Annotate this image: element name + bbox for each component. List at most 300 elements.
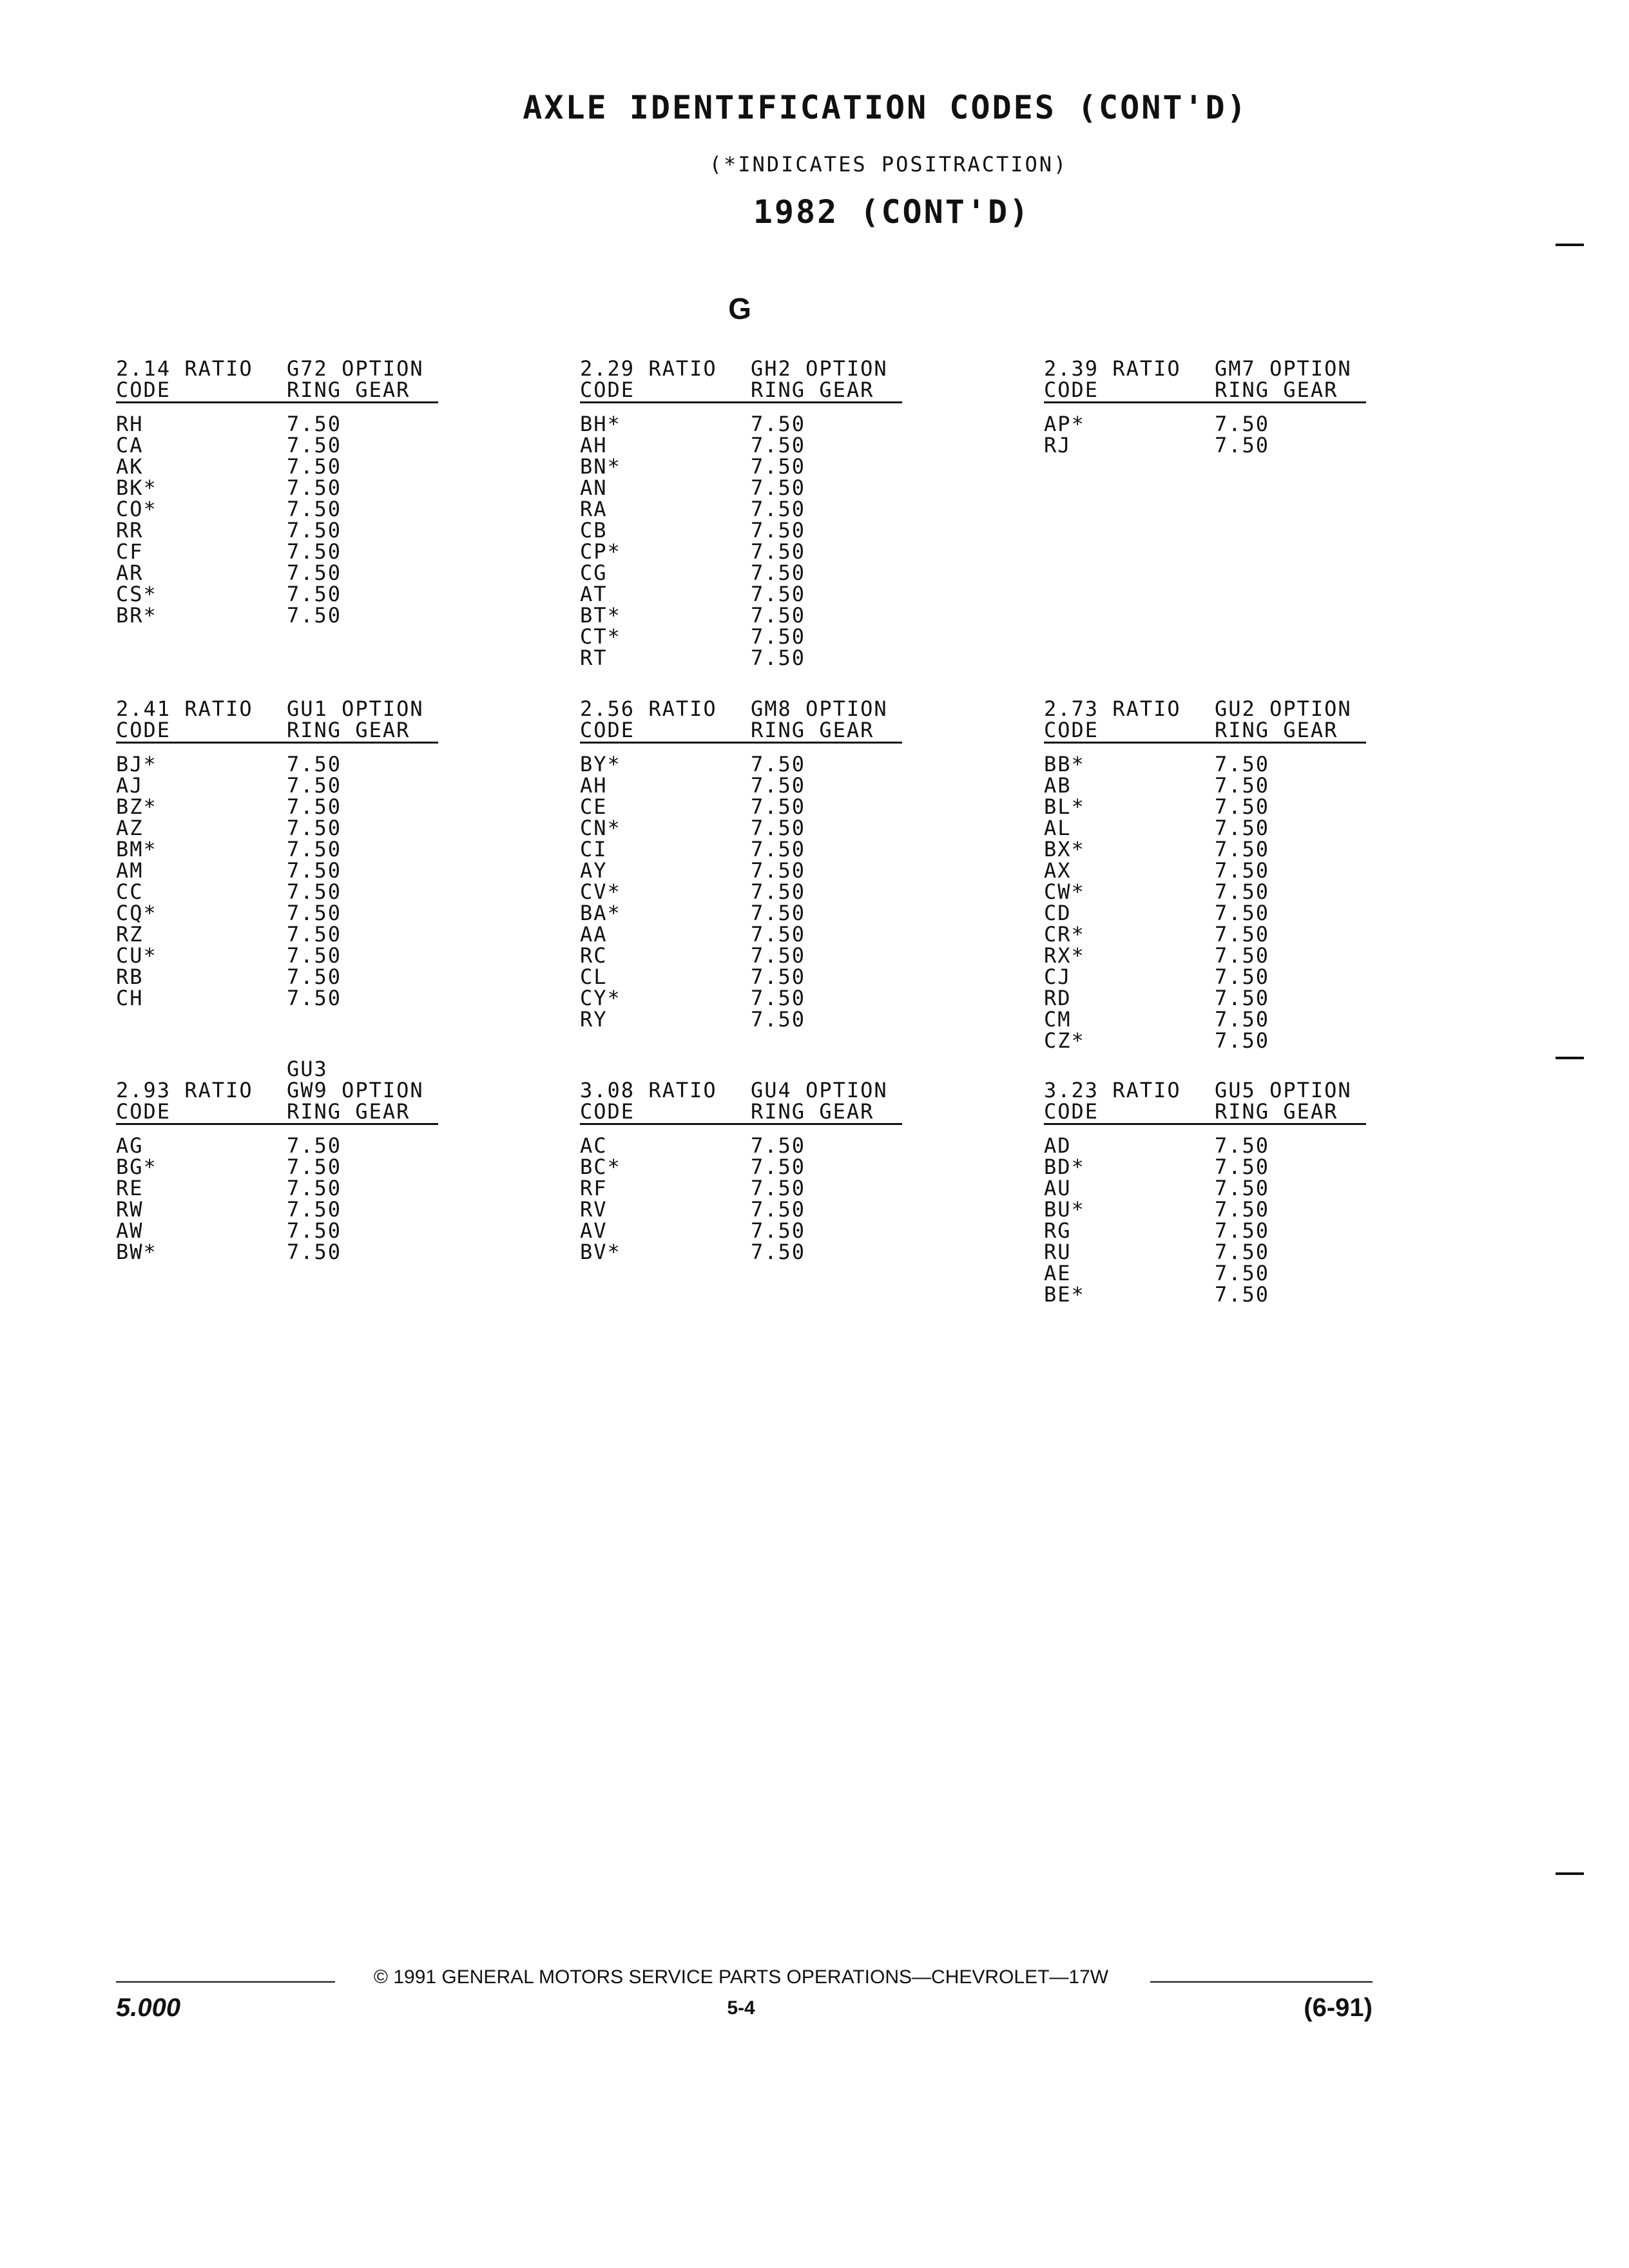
- group-header: [1044, 1080, 1366, 1101]
- table-row: [1044, 1135, 1366, 1157]
- ring-gear-size: 7.50: [751, 837, 806, 861]
- table-row: [116, 924, 438, 945]
- table-row: [116, 435, 438, 456]
- ring-gear-size: 7.50: [287, 879, 342, 904]
- ring-gear-column-header: RING GEAR: [1215, 1099, 1338, 1124]
- axle-code: RB: [116, 965, 144, 989]
- ring-gear-size: 7.50: [287, 433, 342, 457]
- axle-ratio-group: [580, 1080, 902, 1263]
- ring-gear-size: 7.50: [1215, 1155, 1270, 1179]
- table-row: [1044, 839, 1366, 860]
- table-row: [1044, 1030, 1366, 1052]
- table-row: [1044, 1263, 1366, 1284]
- axle-code: BC*: [580, 1155, 621, 1179]
- ring-gear-size: 7.50: [287, 497, 342, 521]
- ratio-label: 2.56 RATIO: [580, 697, 717, 721]
- table-row: [580, 1242, 902, 1263]
- axle-code: BY*: [580, 752, 621, 776]
- table-row: [116, 1242, 438, 1263]
- axle-code: BL*: [1044, 794, 1085, 819]
- column-headers: [580, 380, 902, 403]
- table-row: [580, 903, 902, 924]
- axle-code: AW: [116, 1218, 144, 1243]
- option-alt-code: GU3: [287, 1057, 328, 1081]
- table-row: [580, 881, 902, 903]
- axle-code: BW*: [116, 1240, 157, 1264]
- group-header: [1044, 698, 1366, 720]
- ring-gear-size: 7.50: [287, 901, 342, 925]
- group-header: [580, 1080, 902, 1101]
- ring-gear-size: 7.50: [1215, 901, 1270, 925]
- axle-code: AY: [580, 858, 608, 883]
- axle-code: AZ: [116, 816, 144, 840]
- axle-code: AH: [580, 433, 608, 457]
- column-headers: [580, 1101, 902, 1125]
- ratio-label: 2.14 RATIO: [116, 356, 253, 381]
- ring-gear-size: 7.50: [287, 794, 342, 819]
- code-list: [116, 414, 438, 626]
- table-row: [116, 456, 438, 477]
- ring-gear-size: 7.50: [287, 1197, 342, 1222]
- option-label: GU2 OPTION: [1215, 697, 1352, 721]
- table-row: [580, 499, 902, 520]
- code-list: [580, 1135, 902, 1263]
- table-row: [116, 839, 438, 860]
- ring-gear-size: 7.50: [1215, 858, 1270, 883]
- ratio-label: 2.39 RATIO: [1044, 356, 1181, 381]
- option-label: GU1 OPTION: [287, 697, 424, 721]
- axle-code: BZ*: [116, 794, 157, 819]
- code-list: [580, 754, 902, 1030]
- ring-gear-size: 7.50: [751, 922, 806, 947]
- page-title: AXLE IDENTIFICATION CODES (CONT'D): [523, 89, 1248, 126]
- axle-code: CW*: [1044, 879, 1085, 904]
- ratio-label: 2.73 RATIO: [1044, 697, 1181, 721]
- ring-gear-size: 7.50: [287, 476, 342, 500]
- axle-code: CS*: [116, 582, 157, 606]
- axle-ratio-group: [116, 358, 438, 626]
- table-row: [580, 754, 902, 775]
- code-column-header: CODE: [1044, 1099, 1099, 1124]
- axle-code: CO*: [116, 497, 157, 521]
- ring-gear-column-header: RING GEAR: [1215, 378, 1338, 402]
- table-row: [580, 520, 902, 541]
- axle-code: BH*: [580, 412, 621, 436]
- axle-code: BR*: [116, 603, 157, 628]
- axle-code: RJ: [1044, 433, 1072, 457]
- ratio-label: 2.29 RATIO: [580, 356, 717, 381]
- ring-gear-size: 7.50: [1215, 1007, 1270, 1032]
- table-row: [116, 988, 438, 1009]
- ring-gear-size: 7.50: [1215, 1261, 1270, 1285]
- axle-code: RW: [116, 1197, 144, 1222]
- axle-code: AG: [116, 1133, 144, 1158]
- ring-gear-size: 7.50: [751, 1240, 806, 1264]
- ring-gear-size: 7.50: [751, 1155, 806, 1179]
- table-row: [116, 754, 438, 775]
- axle-code: AJ: [116, 773, 144, 798]
- ring-gear-size: 7.50: [287, 922, 342, 947]
- table-row: [1044, 1284, 1366, 1305]
- group-header: [116, 1080, 438, 1101]
- table-row: [116, 414, 438, 435]
- column-headers: [116, 1101, 438, 1125]
- table-row: [580, 477, 902, 499]
- table-row: [1044, 414, 1366, 435]
- table-row: [1044, 1242, 1366, 1263]
- ring-gear-column-header: RING GEAR: [751, 1099, 874, 1124]
- ring-gear-size: 7.50: [287, 1240, 342, 1264]
- ring-gear-size: 7.50: [751, 901, 806, 925]
- table-row: [580, 818, 902, 839]
- table-row: [580, 860, 902, 881]
- ring-gear-size: 7.50: [1215, 986, 1270, 1010]
- axle-code: CB: [580, 518, 608, 543]
- ring-gear-size: 7.50: [1215, 1133, 1270, 1158]
- axle-code: BT*: [580, 603, 621, 628]
- table-row: [580, 562, 902, 584]
- ring-gear-size: 7.50: [751, 1176, 806, 1200]
- table-row: [1044, 903, 1366, 924]
- ring-gear-size: 7.50: [287, 752, 342, 776]
- axle-code: CF: [116, 539, 144, 564]
- axle-code: AL: [1044, 816, 1072, 840]
- ring-gear-size: 7.50: [1215, 1218, 1270, 1243]
- ring-gear-column-header: RING GEAR: [287, 378, 410, 402]
- column-headers: [580, 720, 902, 744]
- table-row: [1044, 1220, 1366, 1242]
- axle-ratio-group: [1044, 698, 1366, 1052]
- ring-gear-size: 7.50: [1215, 794, 1270, 819]
- axle-code: BG*: [116, 1155, 157, 1179]
- table-row: [580, 648, 902, 669]
- code-list: [1044, 754, 1366, 1052]
- axle-code: AU: [1044, 1176, 1072, 1200]
- table-row: [116, 818, 438, 839]
- option-label: GU5 OPTION: [1215, 1078, 1352, 1102]
- ratio-label: 2.93 RATIO: [116, 1078, 253, 1102]
- column-headers: [116, 720, 438, 744]
- ring-gear-size: 7.50: [287, 816, 342, 840]
- code-column-header: CODE: [580, 1099, 635, 1124]
- ring-gear-size: 7.50: [1215, 1197, 1270, 1222]
- ring-gear-size: 7.50: [751, 454, 806, 479]
- ring-gear-size: 7.50: [1215, 837, 1270, 861]
- ring-gear-size: 7.50: [751, 879, 806, 904]
- axle-ratio-group: [116, 698, 438, 1009]
- ring-gear-size: 7.50: [287, 943, 342, 968]
- code-list: [1044, 414, 1366, 456]
- axle-code: AR: [116, 561, 144, 585]
- table-row: [116, 860, 438, 881]
- table-row: [116, 796, 438, 818]
- axle-code: RU: [1044, 1240, 1072, 1264]
- axle-ratio-group: [116, 1057, 438, 1264]
- axle-code: RV: [580, 1197, 608, 1222]
- axle-code: RZ: [116, 922, 144, 947]
- year-heading: 1982 (CONT'D): [753, 193, 1031, 231]
- axle-code: RG: [1044, 1218, 1072, 1243]
- ring-gear-size: 7.50: [287, 518, 342, 543]
- ratio-label: 2.41 RATIO: [116, 697, 253, 721]
- table-row: [116, 584, 438, 605]
- axle-code: AN: [580, 476, 608, 500]
- table-row: [580, 435, 902, 456]
- ring-gear-size: 7.50: [287, 837, 342, 861]
- axle-code: CP*: [580, 539, 621, 564]
- axle-code: CD: [1044, 901, 1072, 925]
- table-row: [116, 1199, 438, 1220]
- axle-code: RE: [116, 1176, 144, 1200]
- ring-gear-size: 7.50: [751, 539, 806, 564]
- table-row: [116, 903, 438, 924]
- table-row: [580, 584, 902, 605]
- ring-gear-column-header: RING GEAR: [751, 378, 874, 402]
- axle-code: BM*: [116, 837, 157, 861]
- ring-gear-size: 7.50: [751, 497, 806, 521]
- ring-gear-size: 7.50: [751, 1218, 806, 1243]
- axle-code: AA: [580, 922, 608, 947]
- table-row: [580, 945, 902, 966]
- axle-ratio-group: [580, 698, 902, 1030]
- table-row: [116, 1220, 438, 1242]
- axle-code: BU*: [1044, 1197, 1085, 1222]
- ring-gear-size: 7.50: [751, 1133, 806, 1158]
- footer-rule-right: [1150, 1981, 1373, 1983]
- ring-gear-size: 7.50: [1215, 943, 1270, 968]
- column-headers: [1044, 720, 1366, 744]
- table-row: [580, 414, 902, 435]
- axle-code: BE*: [1044, 1282, 1085, 1307]
- code-column-header: CODE: [116, 718, 171, 742]
- ring-gear-size: 7.50: [287, 561, 342, 585]
- ring-gear-size: 7.50: [1215, 433, 1270, 457]
- table-row: [116, 499, 438, 520]
- ring-gear-size: 7.50: [287, 603, 342, 628]
- table-row: [116, 966, 438, 988]
- table-row: [1044, 1157, 1366, 1178]
- column-headers: [1044, 380, 1366, 403]
- axle-code: AK: [116, 454, 144, 479]
- table-row: [580, 775, 902, 796]
- ring-gear-size: 7.50: [1215, 1240, 1270, 1264]
- table-row: [116, 1178, 438, 1199]
- axle-code: BV*: [580, 1240, 621, 1264]
- option-label: GM7 OPTION: [1215, 356, 1352, 381]
- axle-ratio-group: [580, 358, 902, 669]
- axle-code: BB*: [1044, 752, 1085, 776]
- ring-gear-size: 7.50: [751, 646, 806, 670]
- ring-gear-size: 7.50: [1215, 1028, 1270, 1053]
- axle-code: AC: [580, 1133, 608, 1158]
- code-list: [580, 414, 902, 669]
- ring-gear-size: 7.50: [1215, 752, 1270, 776]
- table-row: [1044, 1009, 1366, 1030]
- axle-code: CC: [116, 879, 144, 904]
- table-row: [1044, 860, 1366, 881]
- axle-code: AH: [580, 773, 608, 798]
- axle-code: CZ*: [1044, 1028, 1085, 1053]
- code-list: [1044, 1135, 1366, 1305]
- table-row: [116, 520, 438, 541]
- ring-gear-size: 7.50: [1215, 1282, 1270, 1307]
- axle-code: AB: [1044, 773, 1072, 798]
- ring-gear-size: 7.50: [287, 1176, 342, 1200]
- axle-code: CH: [116, 986, 144, 1010]
- axle-code: CA: [116, 433, 144, 457]
- ring-gear-size: 7.50: [287, 582, 342, 606]
- ring-gear-size: 7.50: [751, 816, 806, 840]
- axle-code: RY: [580, 1007, 608, 1032]
- axle-code: BJ*: [116, 752, 157, 776]
- axle-code: AE: [1044, 1261, 1072, 1285]
- ring-gear-size: 7.50: [287, 986, 342, 1010]
- table-row: [1044, 1178, 1366, 1199]
- ring-gear-size: 7.50: [287, 965, 342, 989]
- table-row: [1044, 1199, 1366, 1220]
- axle-code: CE: [580, 794, 608, 819]
- table-row: [580, 456, 902, 477]
- ring-gear-column-header: RING GEAR: [287, 1099, 410, 1124]
- ring-gear-size: 7.50: [751, 476, 806, 500]
- ring-gear-size: 7.50: [287, 412, 342, 436]
- axle-code: RT: [580, 646, 608, 670]
- ring-gear-size: 7.50: [287, 1133, 342, 1158]
- table-row: [580, 839, 902, 860]
- axle-ratio-group: [1044, 1080, 1366, 1305]
- axle-code: AD: [1044, 1133, 1072, 1158]
- ring-gear-size: 7.50: [287, 1155, 342, 1179]
- table-row: [1044, 754, 1366, 775]
- axle-code: CT*: [580, 624, 621, 649]
- column-headers: [1044, 1101, 1366, 1125]
- table-row: [116, 477, 438, 499]
- ring-gear-size: 7.50: [751, 518, 806, 543]
- group-header: [580, 358, 902, 380]
- axle-code: RA: [580, 497, 608, 521]
- ratio-label: 3.08 RATIO: [580, 1078, 717, 1102]
- table-row: [580, 924, 902, 945]
- ring-gear-size: 7.50: [751, 1197, 806, 1222]
- ring-gear-size: 7.50: [751, 943, 806, 968]
- ring-gear-size: 7.50: [1215, 922, 1270, 947]
- ring-gear-size: 7.50: [1215, 1176, 1270, 1200]
- axle-code: AM: [116, 858, 144, 883]
- ring-gear-size: 7.50: [751, 603, 806, 628]
- axle-code: BX*: [1044, 837, 1085, 861]
- ring-gear-size: 7.50: [751, 773, 806, 798]
- code-column-header: CODE: [1044, 718, 1099, 742]
- table-row: [116, 541, 438, 562]
- axle-code: CN*: [580, 816, 621, 840]
- ring-gear-size: 7.50: [751, 624, 806, 649]
- axle-code: RH: [116, 412, 144, 436]
- group-header: [116, 358, 438, 380]
- axle-code: CR*: [1044, 922, 1085, 947]
- code-list: [116, 1135, 438, 1263]
- ring-gear-size: 7.50: [751, 794, 806, 819]
- table-row: [116, 881, 438, 903]
- table-row: [116, 562, 438, 584]
- table-row: [1044, 435, 1366, 456]
- footer-rule-left: [116, 1981, 335, 1983]
- table-row: [1044, 775, 1366, 796]
- axle-code: CG: [580, 561, 608, 585]
- ring-gear-size: 7.50: [287, 1218, 342, 1243]
- table-row: [580, 966, 902, 988]
- table-row: [1044, 881, 1366, 903]
- ring-gear-size: 7.50: [1215, 412, 1270, 436]
- option-label: GU4 OPTION: [751, 1078, 888, 1102]
- column-headers: [116, 380, 438, 403]
- axle-code: RR: [116, 518, 144, 543]
- axle-code: CI: [580, 837, 608, 861]
- axle-code: RX*: [1044, 943, 1085, 968]
- axle-ratio-group: [1044, 358, 1366, 456]
- ring-gear-size: 7.50: [751, 965, 806, 989]
- section-letter: G: [728, 292, 751, 325]
- code-column-header: CODE: [1044, 378, 1099, 402]
- code-column-header: CODE: [580, 378, 635, 402]
- ring-gear-size: 7.50: [1215, 816, 1270, 840]
- group-header: [580, 698, 902, 720]
- ring-gear-size: 7.50: [751, 752, 806, 776]
- table-row: [1044, 796, 1366, 818]
- footer-date: (6-91): [1304, 1994, 1373, 2022]
- ring-gear-column-header: RING GEAR: [751, 718, 874, 742]
- table-row: [1044, 966, 1366, 988]
- code-list: [116, 754, 438, 1009]
- table-row: [580, 605, 902, 626]
- axle-code: AX: [1044, 858, 1072, 883]
- option-label: GW9 OPTION: [287, 1078, 424, 1102]
- table-row: [580, 1009, 902, 1030]
- ring-gear-size: 7.50: [751, 433, 806, 457]
- axle-code: BK*: [116, 476, 157, 500]
- ring-gear-size: 7.50: [1215, 965, 1270, 989]
- table-row: [580, 1178, 902, 1199]
- axle-code: RF: [580, 1176, 608, 1200]
- option-label: GM8 OPTION: [751, 697, 888, 721]
- table-row: [580, 796, 902, 818]
- ring-gear-size: 7.50: [1215, 773, 1270, 798]
- ring-gear-size: 7.50: [751, 561, 806, 585]
- ring-gear-size: 7.50: [287, 773, 342, 798]
- margin-mark: [1556, 1872, 1584, 1875]
- ring-gear-size: 7.50: [287, 539, 342, 564]
- ring-gear-size: 7.50: [751, 986, 806, 1010]
- axle-code: AT: [580, 582, 608, 606]
- table-row: [116, 605, 438, 626]
- ratio-label: 3.23 RATIO: [1044, 1078, 1181, 1102]
- axle-code: AP*: [1044, 412, 1085, 436]
- axle-code: CL: [580, 965, 608, 989]
- axle-code: BD*: [1044, 1155, 1085, 1179]
- margin-mark: [1556, 244, 1584, 246]
- table-row: [580, 1135, 902, 1157]
- table-row: [580, 1157, 902, 1178]
- axle-code: CM: [1044, 1007, 1072, 1032]
- axle-code: BA*: [580, 901, 621, 925]
- ring-gear-size: 7.50: [1215, 879, 1270, 904]
- axle-code: CV*: [580, 879, 621, 904]
- axle-code: CQ*: [116, 901, 157, 925]
- code-column-header: CODE: [116, 1099, 171, 1124]
- code-column-header: CODE: [116, 378, 171, 402]
- table-row: [580, 626, 902, 648]
- table-row: [1044, 988, 1366, 1009]
- ring-gear-size: 7.50: [751, 582, 806, 606]
